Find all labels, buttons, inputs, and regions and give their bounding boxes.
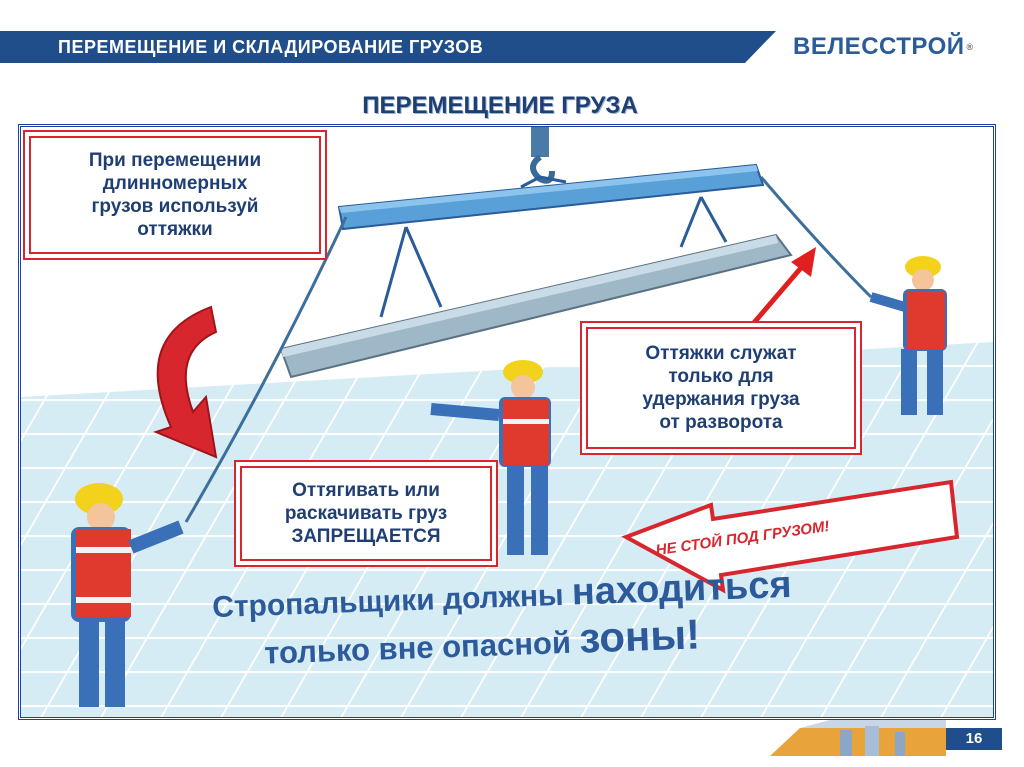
slide-title: ПЕРЕМЕЩЕНИЕ ГРУЗА <box>362 92 638 119</box>
arrow-line <box>746 262 806 332</box>
curved-arrow-icon <box>156 307 216 457</box>
header-title: ПЕРЕМЕЩЕНИЕ И СКЛАДИРОВАНИЕ ГРУЗОВ <box>58 37 484 57</box>
slogan-part: только вне опасной <box>263 624 572 671</box>
callout-prohibited <box>240 466 492 561</box>
callout-line: оттяжки <box>137 219 213 241</box>
callout-use-tag-lines <box>29 136 321 254</box>
callout-line: При перемещении <box>88 149 262 171</box>
callout-line: раскачивать груз <box>284 502 448 524</box>
callout-line: грузов используй <box>91 196 259 217</box>
footer-building-art <box>770 720 946 756</box>
callout-line: Оттягивать или <box>292 479 440 501</box>
logo-text: ВЕЛЕССТРОЙ <box>793 33 965 60</box>
callout-line: от разворота <box>659 412 783 434</box>
callout-line: только для <box>668 365 774 387</box>
page-number: 16 <box>946 728 1002 750</box>
slogan-part-emphasis: зоны! <box>578 610 701 662</box>
callout-line: длинномерных <box>102 172 248 194</box>
callout-line: ЗАПРЕЩАЕТСЯ <box>291 526 441 548</box>
callout-line: удержания груза <box>642 389 800 410</box>
slogan-part: Стропальщики должны <box>211 578 565 625</box>
company-logo <box>793 31 974 63</box>
slogan-part-emphasis: находиться <box>571 563 793 614</box>
callout-tag-line-purpose <box>586 327 856 449</box>
hook-block <box>531 127 549 157</box>
logo-mark: ® <box>966 42 974 52</box>
callout-line: Оттяжки служат <box>645 342 797 364</box>
warning-sign-text: НЕ СТОЙ ПОД ГРУЗОМ! <box>654 517 831 560</box>
